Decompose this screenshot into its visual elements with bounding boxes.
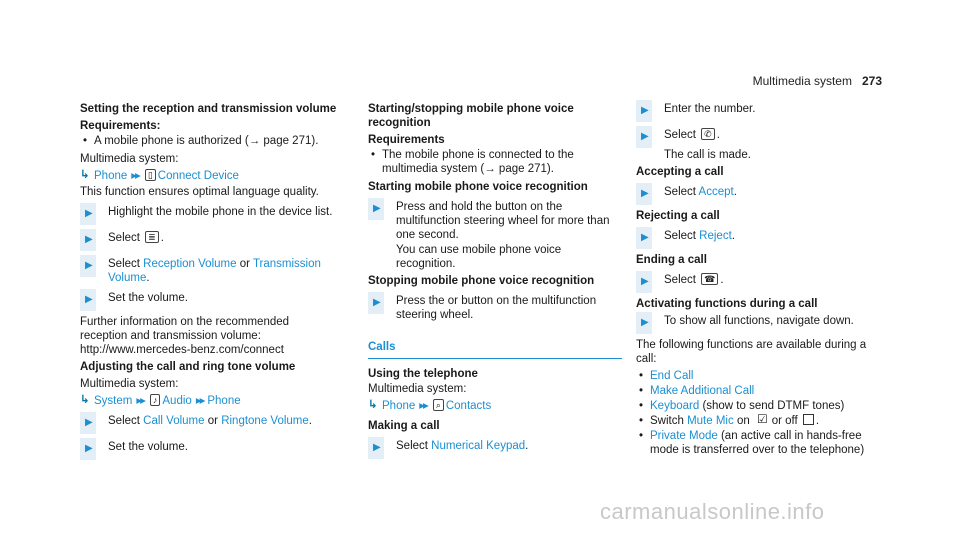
step-arrow-icon: ▶ xyxy=(373,297,381,308)
numerical-keypad-link[interactable]: Numerical Keypad xyxy=(431,440,526,452)
step-text: Select xyxy=(664,129,696,141)
step-text: . xyxy=(146,272,150,284)
step-arrow-icon: ▶ xyxy=(85,234,93,245)
phone-device-icon: ▯ xyxy=(145,169,156,181)
column-2 xyxy=(368,102,622,463)
list-item xyxy=(636,399,882,413)
step xyxy=(80,205,338,225)
transmission-volume-link[interactable]: Transmission Volume xyxy=(108,258,321,284)
call-volume-link[interactable]: Call Volume xyxy=(143,415,205,427)
step-arrow-icon: ▶ xyxy=(641,317,649,328)
list-item: • The mobile phone is connected to the multimedia system (→ page 271). xyxy=(368,148,622,176)
heading-starting-voice: Starting mobile phone voice recognition xyxy=(368,181,588,193)
functions-list xyxy=(636,369,882,457)
step-text: . xyxy=(160,232,164,244)
step-text: Select xyxy=(664,186,696,198)
header-title: Multimedia system xyxy=(752,74,852,88)
step-arrow-icon: ▶ xyxy=(373,203,381,214)
step-text: . xyxy=(525,440,529,452)
step-text: . xyxy=(733,186,737,198)
mute-mic-link[interactable]: Mute Mic xyxy=(687,415,734,427)
path-contacts-link[interactable]: Contacts xyxy=(445,400,492,412)
requirements-label: Requirements: xyxy=(80,120,161,132)
step xyxy=(636,102,882,122)
double-chevron-icon: ▸▸ xyxy=(419,400,427,412)
step-arrow-icon: ▶ xyxy=(85,208,93,219)
step xyxy=(636,314,882,334)
step xyxy=(80,440,338,460)
reject-link[interactable]: Reject xyxy=(699,230,732,242)
path-audio-link[interactable]: Audio xyxy=(162,395,192,407)
column-3 xyxy=(636,102,882,461)
path-system-link[interactable]: System xyxy=(94,395,133,407)
item-text: on xyxy=(736,415,750,427)
step xyxy=(80,231,338,251)
path-connect-device-link[interactable]: Connect Device xyxy=(157,170,239,182)
step-text: . xyxy=(716,129,720,141)
column-1 xyxy=(80,102,338,464)
section-heading-calls: Calls xyxy=(368,340,622,359)
checkbox-empty-icon xyxy=(803,414,814,425)
step xyxy=(368,200,622,242)
step-text: Enter the number. xyxy=(664,103,756,115)
make-additional-call-link[interactable]: Make Additional Call xyxy=(650,385,755,397)
requirements-list xyxy=(80,134,338,148)
step-text: . xyxy=(720,274,724,286)
menu-path xyxy=(80,169,338,183)
step-arrow-icon: ▶ xyxy=(641,232,649,243)
end-call-icon: ☎ xyxy=(701,273,718,285)
heading-activating-functions: Activating functions during a call xyxy=(636,298,818,310)
step xyxy=(368,439,622,459)
step-arrow-icon: ▶ xyxy=(641,131,649,142)
heading-accepting-call: Accepting a call xyxy=(636,166,724,178)
requirements-label: Requirements xyxy=(368,134,445,146)
item-text: or off xyxy=(771,415,798,427)
heading-making-call: Making a call xyxy=(368,420,440,432)
accept-link[interactable]: Accept xyxy=(698,186,734,198)
step-text: . xyxy=(308,415,312,427)
item-text: . xyxy=(815,415,820,427)
page-header xyxy=(753,74,882,88)
step-result: You can use mobile phone voice recognition. xyxy=(396,244,562,270)
item-text: (show to send DTMF tones) xyxy=(702,400,845,412)
step-text: Set the volume. xyxy=(108,441,188,453)
heading-stopping-voice: Stopping mobile phone voice recognition xyxy=(368,275,595,287)
step-text: Select xyxy=(108,258,140,270)
heading-reception-volume: Setting the reception and transmission volume xyxy=(80,103,337,115)
step xyxy=(636,128,882,148)
double-chevron-icon: ▸▸ xyxy=(131,170,139,182)
step-text: Select xyxy=(664,274,696,286)
step-text: or xyxy=(207,415,218,427)
double-chevron-icon: ▸▸ xyxy=(195,395,204,407)
list-item xyxy=(636,369,882,383)
path-phone-link[interactable]: Phone xyxy=(207,395,241,407)
step-text: Press the or button on the multifunction steering wheel. xyxy=(396,295,597,321)
step xyxy=(368,294,622,322)
step-text: Select xyxy=(396,440,428,452)
step-result: The call is made. xyxy=(664,149,751,161)
step-arrow-icon: ▶ xyxy=(373,442,381,453)
item-text: Switch xyxy=(650,415,684,427)
private-mode-link[interactable]: Private Mode xyxy=(650,430,718,442)
step-text: Select xyxy=(664,230,696,242)
step-text: Highlight the mobile phone in the device list. xyxy=(108,206,333,218)
step xyxy=(80,257,338,285)
audio-icon: ♪ xyxy=(150,394,161,406)
list-item xyxy=(636,429,882,457)
list-item: • A mobile phone is authorized (→ page 271). xyxy=(80,134,338,148)
heading-using-telephone: Using the telephone xyxy=(368,368,478,380)
heading-rejecting-call: Rejecting a call xyxy=(636,210,720,222)
step xyxy=(80,291,338,311)
menu-path xyxy=(368,399,622,413)
step-text: Select xyxy=(108,232,140,244)
step-text: . xyxy=(731,230,735,242)
multimedia-label: Multimedia system: xyxy=(368,383,467,395)
call-icon: ✆ xyxy=(701,128,715,140)
step-arrow-icon: ▶ xyxy=(641,105,649,116)
step-arrow-icon: ▶ xyxy=(85,260,93,271)
step xyxy=(636,273,882,293)
end-call-link[interactable]: End Call xyxy=(650,370,694,382)
settings-list-icon: ≣ xyxy=(145,231,159,243)
further-info-text: Further information on the recommended reception and transmission volume: http://www.mercedes-benz.com/connect xyxy=(80,316,290,356)
step-text: To show all functions, navigate down. xyxy=(664,315,854,327)
step-arrow-icon: ▶ xyxy=(85,417,93,428)
step-arrow-icon: ▶ xyxy=(85,294,93,305)
heading-ending-call: Ending a call xyxy=(636,254,707,266)
step-arrow-icon: ▶ xyxy=(85,443,93,454)
step-arrow-icon: ▶ xyxy=(641,188,649,199)
step-text: or xyxy=(239,258,250,270)
multimedia-label: Multimedia system: xyxy=(80,153,179,165)
functions-intro: The following functions are available during a call: xyxy=(636,339,867,365)
heading-call-volume: Adjusting the call and ring tone volume xyxy=(80,361,296,373)
step xyxy=(636,229,882,249)
step-text: Set the volume. xyxy=(108,292,188,304)
watermark: carmanualsonline.info xyxy=(600,499,825,524)
step-arrow-icon: ▶ xyxy=(641,276,649,287)
step xyxy=(636,185,882,205)
search-icon: ⌕ xyxy=(433,399,444,411)
multimedia-label: Multimedia system: xyxy=(80,378,179,390)
requirements-list xyxy=(368,148,622,176)
step-text: Press and hold the button on the multifunction steering wheel for more than one second. xyxy=(396,201,610,241)
step-text: Select xyxy=(108,415,140,427)
step xyxy=(80,414,338,434)
menu-path xyxy=(80,394,338,408)
list-item xyxy=(636,384,882,398)
path-phone-link[interactable]: Phone xyxy=(94,170,128,182)
ensures-text: This function ensures optimal language quality. xyxy=(80,186,319,198)
ringtone-volume-link[interactable]: Ringtone Volume xyxy=(221,415,309,427)
checkbox-checked-icon: ☑ xyxy=(756,412,768,426)
item-text: (an active call in hands-free mode is transferred over to the telephone) xyxy=(650,430,865,456)
list-item xyxy=(636,414,882,428)
path-phone-link[interactable]: Phone xyxy=(382,400,416,412)
page-number: 273 xyxy=(861,74,882,88)
keyboard-link[interactable]: Keyboard xyxy=(650,400,700,412)
double-chevron-icon: ▸▸ xyxy=(136,395,144,407)
heading-voice-recognition: Starting/stopping mobile phone voice recognition xyxy=(368,103,574,129)
reception-volume-link[interactable]: Reception Volume xyxy=(143,258,237,270)
